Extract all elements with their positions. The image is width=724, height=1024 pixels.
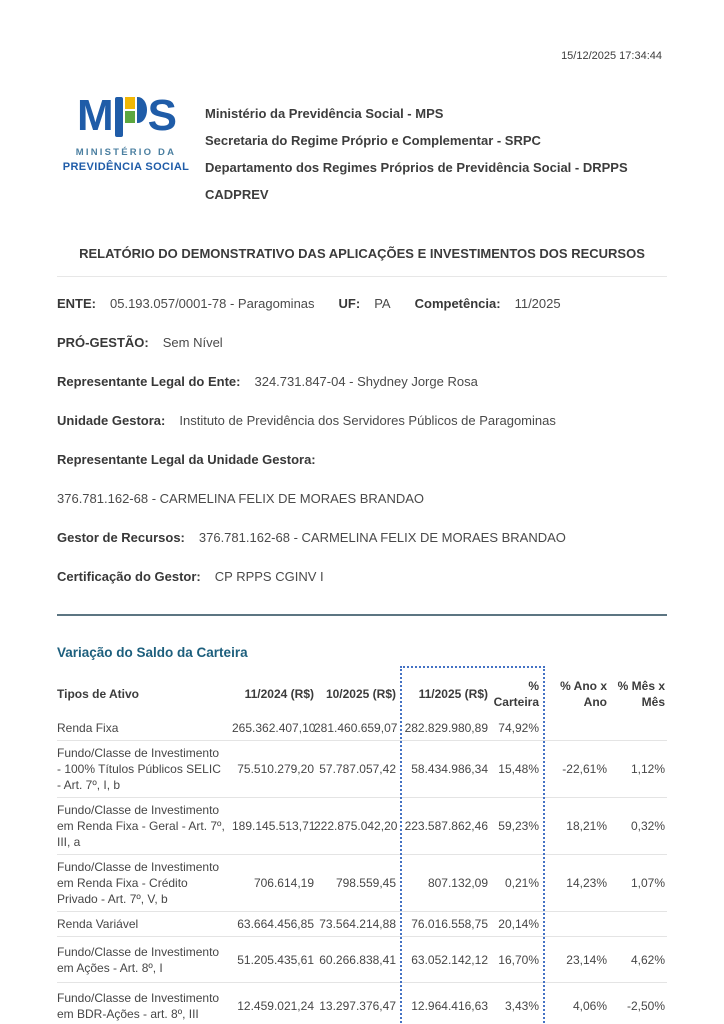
print-timestamp: 15/12/2025 17:34:44 bbox=[561, 50, 662, 62]
logo-subtitle-ministerio: MINISTÉRIO DA bbox=[75, 147, 177, 158]
cell-11-2024: 189.145.513,71 bbox=[232, 819, 316, 833]
cell-pct-ano bbox=[545, 724, 607, 732]
table-row-credito-privado bbox=[57, 855, 667, 912]
cell-11-2025: 12.964.416,63 bbox=[411, 998, 488, 1013]
org-line-cadprev: CADPREV bbox=[205, 187, 269, 202]
unidade-gestora-value: Instituto de Previdência dos Servidores Públicos de Paragominas bbox=[179, 413, 556, 428]
certificacao-label: Certificação do Gestor: bbox=[57, 569, 201, 584]
competencia-value: 11/2025 bbox=[514, 296, 561, 311]
mps-logo-acronym bbox=[57, 91, 195, 141]
cell-pct-ano: 14,23% bbox=[566, 876, 607, 890]
cell-pct-carteira: 59,23% bbox=[498, 819, 539, 833]
competencia-label: Competência: bbox=[414, 296, 501, 311]
cell-ativo: Fundo/Classe de Investimento em Renda Fixa - Geral - Art. 7º, III, a bbox=[57, 803, 225, 849]
field-row-representante-ente bbox=[57, 374, 667, 390]
cell-11-2025: 223.587.862,46 bbox=[404, 819, 488, 833]
cell-ativo: Fundo/Classe de Investimento em Renda Fixa - Crédito Privado - Art. 7º, V, b bbox=[57, 860, 220, 906]
gestor-recursos-label: Gestor de Recursos: bbox=[57, 530, 185, 545]
cell-pct-carteira: 0,21% bbox=[504, 876, 539, 890]
field-row-certificacao bbox=[57, 569, 667, 585]
cell-11-2024: 706.614,19 bbox=[253, 876, 314, 890]
uf-value: PA bbox=[374, 296, 391, 311]
cell-pct-mes: -2,50% bbox=[626, 998, 665, 1013]
header-pct-ano: % Ano x Ano bbox=[560, 679, 607, 709]
cell-pct-carteira: 16,70% bbox=[498, 952, 539, 967]
header-pct-mes: % Mês x Mês bbox=[617, 679, 665, 709]
header-pct-carteira: % Carteira bbox=[493, 679, 539, 709]
ente-label: ENTE: bbox=[57, 296, 96, 311]
report-fields bbox=[57, 296, 667, 585]
cell-pct-mes: 1,07% bbox=[630, 876, 665, 890]
cell-10-2025: 798.559,45 bbox=[335, 876, 396, 890]
cell-11-2024: 265.362.407,10 bbox=[232, 721, 316, 735]
logo-letter-m: M bbox=[76, 91, 112, 140]
cell-10-2025: 281.460.659,07 bbox=[314, 721, 398, 735]
cell-pct-mes: 0,32% bbox=[630, 819, 665, 833]
org-line-secretaria: Secretaria do Regime Próprio e Complementar - SRPC bbox=[205, 133, 541, 148]
field-row-progestao bbox=[57, 335, 667, 351]
representante-ug-label: Representante Legal da Unidade Gestora: bbox=[57, 452, 316, 467]
cell-ativo: Renda Variável bbox=[57, 917, 139, 931]
cell-pct-carteira: 74,92% bbox=[498, 721, 539, 735]
field-row-unidade-gestora bbox=[57, 413, 667, 429]
field-row-representante-ug-value bbox=[57, 491, 667, 507]
certificacao-value: CP RPPS CGINV I bbox=[214, 569, 324, 584]
table-row-acoes bbox=[57, 937, 667, 983]
cell-pct-mes: 1,12% bbox=[630, 762, 665, 776]
logo-letter-p-icon bbox=[115, 97, 147, 142]
cell-pct-mes bbox=[607, 724, 665, 732]
header-11-2025: 11/2025 (R$) bbox=[418, 687, 488, 701]
header-tipos-de-ativo: Tipos de Ativo bbox=[57, 687, 140, 701]
header-11-2024: 11/2024 (R$) bbox=[244, 687, 314, 701]
report-title: RELATÓRIO DO DEMONSTRATIVO DAS APLICAÇÕES E INVESTIMENTOS DOS RECURSOS bbox=[57, 246, 667, 277]
cell-11-2025: 63.052.142,12 bbox=[411, 952, 488, 967]
carteira-table bbox=[57, 672, 667, 1024]
org-line-ministerio: Ministério da Previdência Social - MPS bbox=[205, 106, 444, 121]
header-10-2025: 10/2025 (R$) bbox=[325, 687, 396, 701]
cell-pct-ano bbox=[545, 920, 607, 928]
table-header-row bbox=[57, 672, 667, 716]
field-row-representante-ug-label bbox=[57, 452, 667, 468]
table-row-bdr-acoes bbox=[57, 983, 667, 1024]
cell-pct-ano: -22,61% bbox=[562, 762, 607, 776]
cell-pct-ano: 18,21% bbox=[566, 819, 607, 833]
cell-ativo: Fundo/Classe de Investimento em BDR-Ações - art. 8º, III bbox=[57, 990, 220, 1021]
representante-ente-label: Representante Legal do Ente: bbox=[57, 374, 241, 389]
cell-10-2025: 57.787.057,42 bbox=[319, 762, 396, 776]
section-title: Variação do Saldo da Carteira bbox=[57, 645, 248, 660]
cell-pct-carteira: 20,14% bbox=[498, 917, 539, 931]
cell-11-2025: 76.016.558,75 bbox=[411, 917, 488, 931]
progestao-value: Sem Nível bbox=[162, 335, 223, 350]
cell-pct-ano: 4,06% bbox=[572, 998, 607, 1013]
gestor-recursos-value: 376.781.162-68 - CARMELINA FELIX DE MORAES BRANDAO bbox=[198, 530, 566, 545]
cell-ativo: Fundo/Classe de Investimento em Ações - Art. 8º, I bbox=[57, 944, 220, 975]
representante-ug-value: 376.781.162-68 - CARMELINA FELIX DE MORAES BRANDAO bbox=[57, 491, 425, 506]
progestao-label: PRÓ-GESTÃO: bbox=[57, 335, 149, 350]
cell-ativo: Renda Fixa bbox=[57, 721, 119, 735]
mps-logo bbox=[57, 91, 195, 173]
table-row-renda-fixa-geral bbox=[57, 798, 667, 855]
cell-10-2025: 222.875.042,20 bbox=[314, 819, 398, 833]
cell-11-2024: 75.510.279,20 bbox=[237, 762, 314, 776]
page-header bbox=[57, 0, 667, 208]
unidade-gestora-label: Unidade Gestora: bbox=[57, 413, 166, 428]
table-row-renda-variavel bbox=[57, 912, 667, 937]
field-row-gestor-recursos bbox=[57, 530, 667, 546]
cell-pct-carteira: 3,43% bbox=[504, 998, 539, 1013]
table-row-renda-fixa bbox=[57, 716, 667, 741]
cell-11-2025: 807.132,09 bbox=[427, 876, 488, 890]
uf-label: UF: bbox=[338, 296, 361, 311]
cell-11-2024: 51.205.435,61 bbox=[237, 952, 314, 967]
org-hierarchy bbox=[205, 95, 628, 208]
cell-11-2024: 12.459.021,24 bbox=[237, 998, 314, 1013]
cell-11-2025: 58.434.986,34 bbox=[411, 762, 488, 776]
org-line-departamento: Departamento dos Regimes Próprios de Previdência Social - DRPPS bbox=[205, 160, 628, 175]
cell-pct-carteira: 15,48% bbox=[498, 762, 539, 776]
table-row-selic bbox=[57, 741, 667, 798]
cell-10-2025: 73.564.214,88 bbox=[319, 917, 396, 931]
representante-ente-value: 324.731.847-04 - Shydney Jorge Rosa bbox=[254, 374, 478, 389]
section-divider bbox=[57, 614, 667, 616]
cell-pct-ano: 23,14% bbox=[566, 952, 607, 967]
cell-11-2024: 63.664.456,85 bbox=[237, 917, 314, 931]
cell-11-2025: 282.829.980,89 bbox=[404, 721, 488, 735]
cell-10-2025: 13.297.376,47 bbox=[319, 998, 396, 1013]
logo-letter-s: S bbox=[147, 91, 175, 140]
cell-10-2025: 60.266.838,41 bbox=[319, 952, 396, 967]
ente-value: 05.193.057/0001-78 - Paragominas bbox=[110, 296, 315, 311]
cell-ativo: Fundo/Classe de Investimento - 100% Títulos Públicos SELIC - Art. 7º, I, b bbox=[57, 746, 221, 792]
field-row-ente bbox=[57, 296, 667, 312]
logo-subtitle-previdencia: PREVIDÊNCIA SOCIAL bbox=[62, 161, 190, 173]
cell-pct-mes: 4,62% bbox=[630, 952, 665, 967]
cell-pct-mes bbox=[607, 920, 665, 928]
